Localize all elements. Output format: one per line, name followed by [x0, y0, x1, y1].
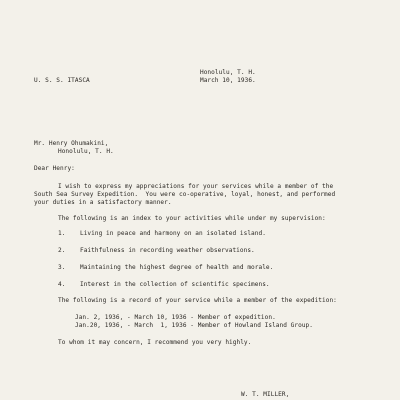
activity-text-2: Faithfulness in recording weather observations.: [80, 247, 255, 254]
activity-number-4: 4.: [58, 281, 66, 288]
intro-line-3: your duties in a satisfactory manner.: [34, 199, 172, 206]
intro-line-2: South Sea Survey Expedition. You were co-operative, loyal, honest, and performed: [34, 191, 336, 198]
activity-number-2: 2.: [58, 247, 66, 254]
activity-text-3: Maintaining the highest degree of health and morale.: [80, 264, 274, 271]
addressee-name: Mr. Henry Ohumakini,: [34, 140, 109, 147]
record-line-2: Jan.20, 1936, - March 1, 1936 - Member of Howland Island Group.: [75, 322, 313, 329]
activity-text-4: Interest in the collection of scientific specimens.: [80, 281, 270, 288]
closing-line: To whom it may concern, I recommend you very highly.: [58, 339, 252, 346]
activity-number-1: 1.: [58, 230, 66, 237]
record-intro: The following is a record of your service while a member of the expedition:: [58, 297, 337, 304]
intro-line-1: I wish to express my appreciations for your services while a member of the: [58, 183, 334, 190]
heading-date: March 10, 1936.: [200, 77, 256, 84]
record-line-1: Jan. 2, 1936, - March 10, 1936 - Member of expedition.: [75, 314, 276, 321]
index-intro: The following is an index to your activities while under my supervision:: [58, 215, 326, 222]
activity-number-3: 3.: [58, 264, 66, 271]
addressee-city: Honolulu, T. H.: [58, 148, 114, 155]
heading-place: Honolulu, T. H.: [200, 69, 256, 76]
signature: W. T. MILLER,: [241, 391, 290, 398]
salutation: Dear Henry:: [34, 165, 75, 172]
ship-name: U. S. S. ITASCA: [34, 77, 90, 84]
activity-text-1: Living in peace and harmony on an isolated island.: [80, 230, 266, 237]
